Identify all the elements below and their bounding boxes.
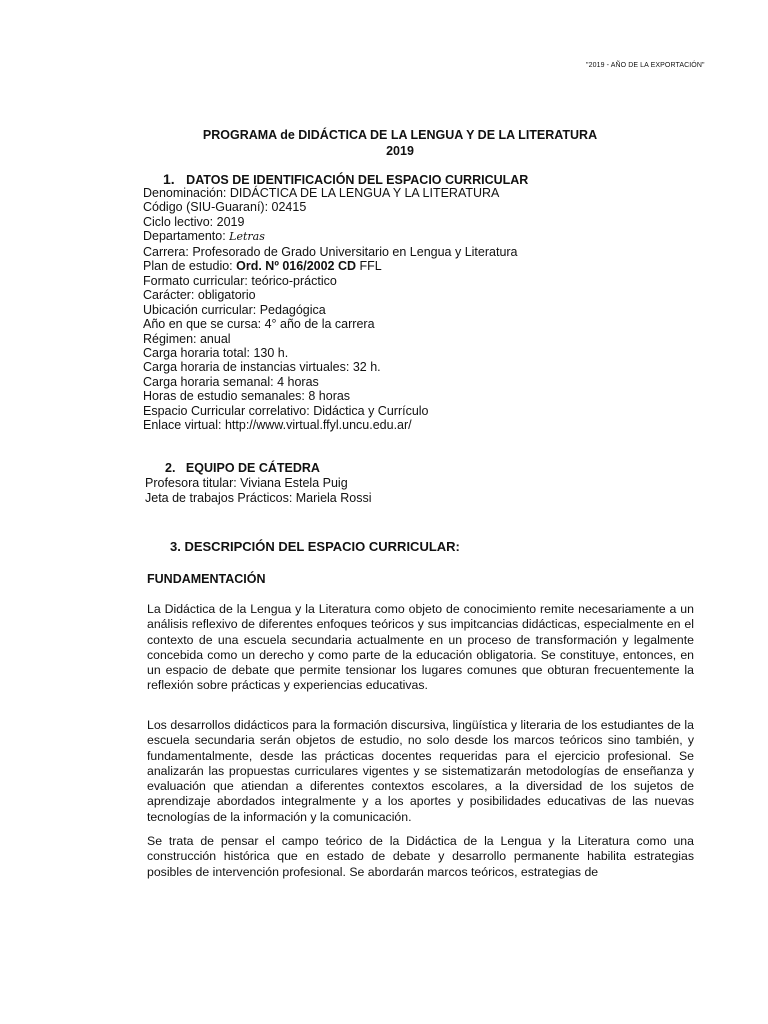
section-1-number: 1.: [163, 171, 175, 187]
paragraph-2: Los desarrollos didácticos para la formación discursiva, lingüística y literaria de los estudiantes de la escuela secundaria serán objetos de estudio, no solo desde los marcos teóricos sino también, y fundamentalmente, desde las prácticas docentes requeridas para el ejercicio profesional. Se analizarán las propuestas curriculares vigentes y se sistematizarán metodologías de enseñanza y evaluación que atiendan a diferentes contextos escolares, a la diversidad de los sujetos de aprendizaje abordados integralmente y a los aportes y posibilidades educativas de las nuevas tecnologías de la información y la comunicación.: [147, 718, 694, 824]
identification-fields: [143, 186, 703, 433]
field-carga-semanal: Carga horaria semanal: 4 horas: [143, 374, 319, 389]
fundamentacion-heading: FUNDAMENTACIÓN: [147, 572, 266, 586]
title-line-1: PROGRAMA de DIDÁCTICA DE LA LENGUA Y DE LA LITERATURA: [202, 128, 598, 142]
field-ciclo: Ciclo lectivo: 2019: [143, 214, 245, 229]
section-2-heading: [165, 461, 320, 475]
section-2-title: EQUIPO DE CÁTEDRA: [185, 461, 320, 475]
field-plan: [143, 259, 703, 273]
paragraph-1: La Didáctica de la Lengua y la Literatura como objeto de conocimiento remite necesariamente a un análisis reflexivo de diferentes enfoques teóricos y sus impitcancias didácticas, especialmente en el contexto de una escuela secundaria actualmente en un proceso de transformación y legalmente concebida como un derecho y como parte de la educación obligatoria. Se constituye, entonces, en un espacio de debate que permite tensionar los lugares comunes que obturan frecuentemente la reflexión sobre prácticas y experiencias educativas.: [147, 602, 694, 693]
field-carga-virtual: Carga horaria de instancias virtuales: 32 h.: [143, 360, 381, 375]
staff-titular: Profesora titular: Viviana Estela Puig: [145, 476, 348, 490]
field-anio: Año en que se cursa: 4° año de la carrera: [143, 317, 375, 332]
field-departamento: [143, 229, 703, 244]
section-2-number: 2.: [165, 461, 176, 475]
field-ubicacion: Ubicación curricular: Pedagógica: [143, 302, 326, 317]
section-3-heading: 3. DESCRIPCIÓN DEL ESPACIO CURRICULAR:: [170, 539, 460, 554]
field-enlace: Enlace virtual: http://www.virtual.ffyl.uncu.edu.ar/: [143, 418, 412, 433]
field-plan-tail: FFL: [356, 259, 382, 274]
header-note: "2019 - AÑO DE LA EXPORTACIÓN": [586, 62, 705, 69]
field-denominacion: Denominación: DIDÁCTICA DE LA LENGUA Y LA LITERATURA: [143, 186, 500, 200]
section-1-heading: [163, 171, 528, 187]
field-departamento-label: Departamento:: [143, 229, 230, 244]
field-horas-estudio: Horas de estudio semanales: 8 horas: [143, 389, 351, 404]
document-title: [150, 127, 650, 159]
field-plan-label: Plan de estudio:: [143, 259, 237, 274]
field-carga-total: Carga horaria total: 130 h.: [143, 345, 289, 360]
field-codigo: Código (SIU-Guaraní): 02415: [143, 200, 307, 215]
field-correlativo: Espacio Curricular correlativo: Didáctica y Currículo: [143, 403, 429, 418]
field-carrera: Carrera: Profesorado de Grado Universitario en Lengua y Literatura: [143, 244, 518, 259]
field-regimen: Régimen: anual: [143, 331, 231, 346]
section-1-title: DATOS DE IDENTIFICACIÓN DEL ESPACIO CURRICULAR: [186, 173, 529, 187]
field-plan-ord: Ord. Nº 016/2002 CD: [236, 259, 357, 274]
staff-jefe: Jeta de trabajos Prácticos: Mariela Rossi: [145, 490, 372, 505]
field-caracter: Carácter: obligatorio: [143, 288, 256, 303]
title-line-2: 2019: [386, 144, 414, 158]
paragraph-3: Se trata de pensar el campo teórico de la Didáctica de la Lengua y la Literatura como una construcción histórica que en estado de debate y desarrollo permanente habilita estrategias posibles de intervención profesional. Se abordarán marcos teóricos, estrategias de: [147, 834, 694, 879]
staff-list: [145, 476, 705, 505]
field-formato: Formato curricular: teórico-práctico: [143, 273, 337, 288]
field-departamento-value: Letras: [229, 230, 265, 244]
